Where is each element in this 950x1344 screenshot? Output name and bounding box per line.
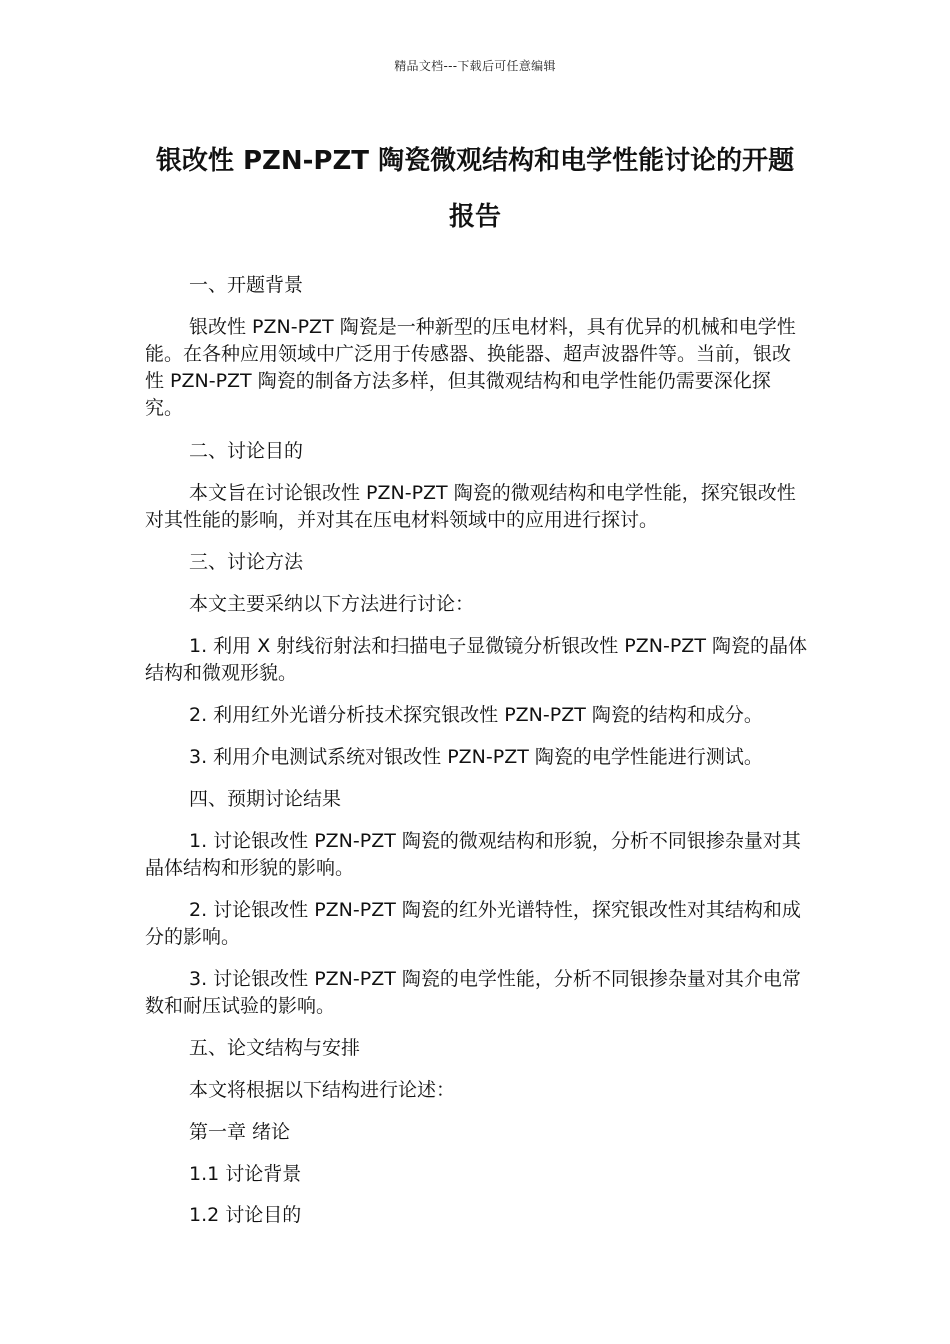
- list-item-result-1: 1. 讨论银改性 PZN-PZT 陶瓷的微观结构和形貌，分析不同银掺杂量对其晶体结构和形貌的影响。: [145, 830, 801, 879]
- paragraph-methods-intro: 本文主要采纳以下方法进行讨论：: [189, 593, 475, 615]
- outline-chapter-1: 第一章 绪论: [189, 1121, 291, 1143]
- header-note: 精品文档---下载后可任意编辑: [394, 59, 556, 73]
- outline-item-1-1: 1.1 讨论背景: [189, 1163, 302, 1185]
- list-item-method-2: 2. 利用红外光谱分析技术探究银改性 PZN-PZT 陶瓷的结构和成分。: [189, 704, 763, 726]
- section-heading-background: 一、开题背景: [189, 274, 304, 296]
- document-title: 银改性 PZN-PZT 陶瓷微观结构和电学性能讨论的开题报告: [155, 146, 795, 232]
- paragraph-background: 银改性 PZN-PZT 陶瓷是一种新型的压电材料，具有优异的机械和电学性能。在各种应用领域中广泛用于传感器、换能器、超声波器件等。当前，银改性 PZN-PZT 陶瓷的制备方法多样，但其微观结构和电学性能仍需要深化探究。: [145, 316, 796, 419]
- list-item-result-2: 2. 讨论银改性 PZN-PZT 陶瓷的红外光谱特性，探究银改性对其结构和成分的影响。: [145, 899, 801, 948]
- list-item-method-3: 3. 利用介电测试系统对银改性 PZN-PZT 陶瓷的电学性能进行测试。: [189, 746, 763, 768]
- section-heading-purpose: 二、讨论目的: [189, 440, 304, 462]
- section-heading-expected-results: 四、预期讨论结果: [189, 788, 342, 810]
- section-heading-methods: 三、讨论方法: [189, 551, 304, 573]
- section-heading-structure: 五、论文结构与安排: [189, 1037, 361, 1059]
- outline-item-1-2: 1.2 讨论目的: [189, 1204, 302, 1226]
- list-item-result-3: 3. 讨论银改性 PZN-PZT 陶瓷的电学性能，分析不同银掺杂量对其介电常数和耐压试验的影响。: [145, 968, 801, 1017]
- paragraph-structure-intro: 本文将根据以下结构进行论述：: [189, 1079, 456, 1101]
- list-item-method-1: 1. 利用 X 射线衍射法和扫描电子显微镜分析银改性 PZN-PZT 陶瓷的晶体结构和微观形貌。: [145, 635, 807, 684]
- paragraph-purpose: 本文旨在讨论银改性 PZN-PZT 陶瓷的微观结构和电学性能，探究银改性对其性能的影响，并对其在压电材料领域中的应用进行探讨。: [145, 482, 796, 531]
